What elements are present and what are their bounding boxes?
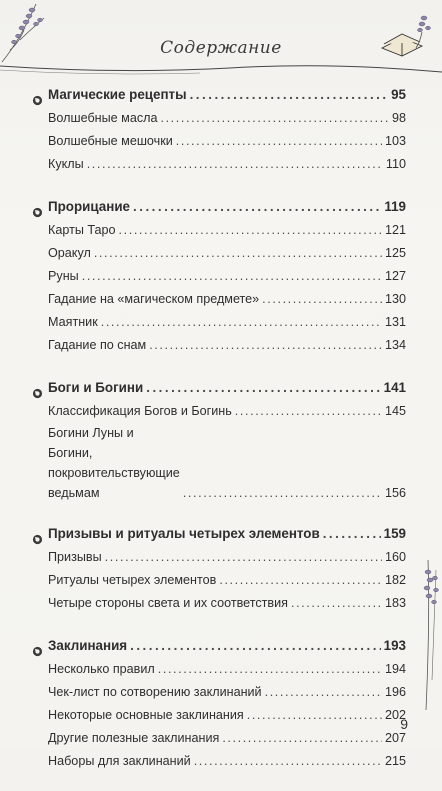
toc-section [32,82,406,176]
entry-title-line-1: Богини Луны и Богини, [48,426,134,460]
section-page-number: 159 [383,526,406,541]
dot-leader [119,219,382,242]
dot-leader [291,592,382,615]
section-page-number: 119 [384,199,406,214]
entry-title: Руны [48,269,79,283]
section-title: Боги и Богини [48,380,144,395]
entry-page-number: 125 [384,246,406,260]
toc-entry[interactable] [32,265,406,288]
toc-entry[interactable] [32,153,406,176]
entry-page-number: 127 [384,269,406,283]
dot-leader [146,375,380,400]
dot-leader [130,633,381,658]
dot-leader [194,750,382,773]
entry-page-number: 194 [384,662,406,676]
dot-leader [183,483,382,503]
dot-leader [219,569,382,592]
toc-entry[interactable] [32,334,406,357]
circle-bullet-icon [32,89,43,100]
entry-page-number: 156 [384,486,406,500]
dot-leader [235,400,382,423]
entry-page-number: 131 [384,315,406,329]
entry-title: Некоторые основные заклинания [48,708,244,722]
entry-page-number: 182 [384,573,406,587]
entry-title: Волшебные мешочки [48,134,173,148]
dot-leader [105,546,382,569]
entry-page-number: 130 [384,292,406,306]
toc-section-heading[interactable] [32,375,406,400]
toc-entry[interactable] [32,727,406,750]
page-number: 9 [400,716,408,732]
dot-leader [222,727,382,750]
section-title: Заклинания [48,638,128,653]
dot-leader [82,265,382,288]
toc-entry[interactable] [32,704,406,727]
dot-leader [176,130,382,153]
entry-title: Несколько правил [48,662,155,676]
entry-title: Другие полезные заклинания [48,731,220,745]
entry-page-number: 98 [391,111,406,125]
toc-section-heading[interactable] [32,82,406,107]
toc-entry[interactable] [32,569,406,592]
section-title: Призывы и ритуалы четырех элементов [48,526,320,541]
dot-leader [160,107,389,130]
toc-section-heading[interactable] [32,194,406,219]
lavender-sprig-illustration [0,0,70,70]
toc-entry[interactable] [32,288,406,311]
entry-title: Призывы [48,550,102,564]
toc-entry[interactable] [32,311,406,334]
entry-title: Гадание на «магическом предмете» [48,292,260,306]
dot-leader [133,194,381,219]
dot-leader [158,658,382,681]
toc-section-heading[interactable] [32,633,406,658]
toc-section [32,194,406,357]
entry-page-number: 207 [384,731,406,745]
section-title: Прорицание [48,199,131,214]
entry-title: Четыре стороны света и их соответствия [48,596,288,610]
entry-title: Ритуалы четырех элементов [48,573,217,587]
entry-title: Чек-лист по сотворению заклинаний [48,685,262,699]
toc-entry[interactable] [32,130,406,153]
toc-entry[interactable] [32,219,406,242]
entry-page-number: 160 [384,550,406,564]
dot-leader [262,288,382,311]
toc-section [32,521,406,615]
toc-entry[interactable] [32,546,406,569]
circle-bullet-icon [32,382,43,393]
dot-leader [323,521,381,546]
entry-page-number: 202 [384,708,406,722]
section-title: Магические рецепты [48,87,187,102]
toc-section-heading[interactable] [32,521,406,546]
toc-entry[interactable] [32,242,406,265]
dot-leader [87,153,383,176]
entry-page-number: 145 [384,404,406,418]
entry-page-number: 215 [384,754,406,768]
entry-title: Гадание по снам [48,338,147,352]
dot-leader [94,242,382,265]
dot-leader [190,82,389,107]
section-page-number: 95 [391,87,406,102]
toc-entry[interactable] [32,107,406,130]
entry-title: Классификация Богов и Богинь [48,404,232,418]
entry-page-number: 183 [384,596,406,610]
entry-title: Куклы [48,157,84,171]
entry-title: Оракул [48,246,91,260]
section-page-number: 193 [383,638,406,653]
toc-section [32,633,406,773]
dot-leader [101,311,382,334]
entry-title: Наборы для заклинаний [48,754,191,768]
entry-title: Волшебные масла [48,111,158,125]
circle-bullet-icon [32,528,43,539]
lavender-sprig-bottom-illustration [416,560,442,710]
dot-leader [265,681,382,704]
entry-title-line-2: покровительствующие ведьмам [48,466,180,500]
toc-entry[interactable] [32,423,406,503]
entry-page-number: 196 [384,685,406,699]
table-of-contents [32,82,406,791]
entry-page-number: 121 [384,223,406,237]
toc-entry[interactable] [32,592,406,615]
entry-title: Маятник [48,315,98,329]
toc-section [32,375,406,503]
dot-leader [149,334,382,357]
toc-entry[interactable] [32,750,406,773]
circle-bullet-icon [32,201,43,212]
entry-page-number: 134 [384,338,406,352]
circle-bullet-icon [32,640,43,651]
toc-entry[interactable] [32,658,406,681]
toc-entry[interactable] [32,681,406,704]
section-page-number: 141 [383,380,406,395]
dot-leader [247,704,382,727]
entry-title [48,423,180,503]
entry-page-number: 110 [385,157,406,171]
toc-entry[interactable] [32,400,406,423]
entry-title: Карты Таро [48,223,116,237]
page-title: Содержание [160,38,282,58]
entry-page-number: 103 [384,134,406,148]
